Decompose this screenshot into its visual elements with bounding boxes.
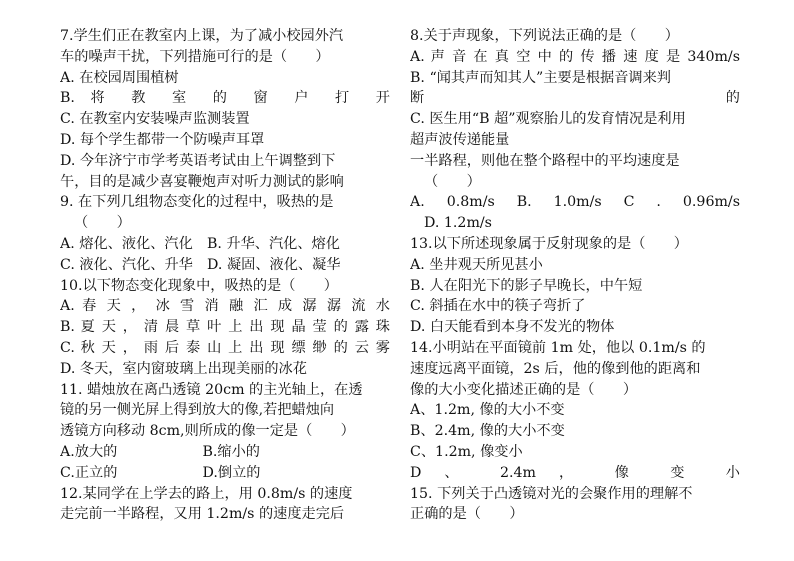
text-line: 正确的是（ ） [410,506,524,523]
text-line: 车的噪声干扰，下列措施可行的是（ ） [60,48,330,65]
text-line: A. 坐井观天所见甚小 [410,256,543,273]
text-line: 12.某同学在上学去的路上，用 0.8m/s 的速度 [60,485,353,502]
text-line: C.正立的 D.倒立的 [60,464,261,481]
text-line: 13.以下所述现象属于反射现象的是（ ） [410,235,688,252]
left-column [60,26,390,525]
text-line: 14.小明站在平面镜前 1m 处，他以 0.1m/s 的 [410,339,706,356]
text-line: B、2.4m, 像的大小不变 [410,423,565,440]
text-line: D 、 2.4m ， 像 变 小 [410,464,740,481]
text-line: D. 1.2m/s [424,215,492,232]
text-line: B. “闻其声而知其人”主要是根据音调来判 [410,69,671,86]
text-line: D. 每个学生都带一个防噪声耳罩 [60,131,265,148]
text-line: A、1.2m, 像的大小不变 [410,402,565,419]
text-line: C. 医生用“B 超”观察胎儿的发育情况是利用 [410,111,686,128]
text-line: A. 熔化、液化、汽化 B. 升华、汽化、熔化 [60,235,340,252]
text-line: 一半路程，则他在整个路程中的平均速度是 [410,152,680,169]
text-line: 断 的 [410,90,740,107]
text-line: A. 声 音 在 真 空 中 的 传 播 速 度 是 340m/s [410,48,740,65]
text-line: B. 夏 天 ， 清 晨 草 叶 上 出 现 晶 莹 的 露 珠 [60,319,390,336]
right-column [410,26,740,525]
text-line: B. 将 教 室 的 窗 户 打 开 [60,90,390,107]
text-line: A. 在校园周围植树 [60,69,179,86]
text-line: A. 春 天 ， 冰 雪 消 融 汇 成 潺 潺 流 水 [60,298,390,315]
text-line: 镜的另一侧光屏上得到放大的像,若把蜡烛向 [60,402,335,419]
text-line: 透镜方向移动 8cm,则所成的像一定是（ ） [60,423,355,440]
text-line: 15. 下列关于凸透镜对光的会聚作用的理解不 [410,485,693,502]
text-line: D. 白天能看到本身不发光的物体 [410,319,615,336]
text-line: 9. 在下列几组物态变化的过程中，吸热的是 [60,194,334,211]
text-line: 7.学生们正在教室内上课，为了减小校园外汽 [60,28,344,44]
text-line: D. 冬天，室内窗玻璃上出现美丽的冰花 [60,360,307,377]
text-line: （ ） [424,173,481,190]
text-line: 速度远离平面镜，2s 后，他的像到他的距离和 [410,360,701,377]
text-line: （ ） [74,215,131,232]
text-line: A.放大的 B.缩小的 [60,443,260,460]
text-line: D. 今年济宁市学考英语考试由上午调整到下 [60,152,336,169]
text-line: C. 液化、汽化、升华 D. 凝固、液化、凝华 [60,256,341,273]
text-line: 像的大小变化描述正确的是（ ） [410,381,638,398]
text-line: C. 秋 天 ， 雨 后 泰 山 上 出 现 缥 缈 的 云 雾 [60,339,390,356]
text-line: 超声波传递能量 [410,131,510,148]
text-line: 午，目的是减少喜宴鞭炮声对听力测试的影响 [60,173,344,190]
text-line: C. 在教室内安装噪声监测装置 [60,111,250,128]
text-line: C、1.2m, 像变小 [410,443,523,460]
text-line: C. 斜插在水中的筷子弯折了 [410,298,586,315]
text-line: A. 0.8m/s B. 1.0m/s C . 0.96m/s [410,194,740,211]
text-line: 11. 蜡烛放在离凸透镜 20cm 的主光轴上，在透 [60,381,363,398]
text-line: 走完前一半路程，又用 1.2m/s 的速度走完后 [60,506,345,523]
text-line: B. 人在阳光下的影子早晚长，中午短 [410,277,643,294]
text-line: 8.关于声现象，下列说法正确的是（ ） [410,28,679,44]
text-line: 10.以下物态变化现象中，吸热的是（ ） [60,277,338,294]
